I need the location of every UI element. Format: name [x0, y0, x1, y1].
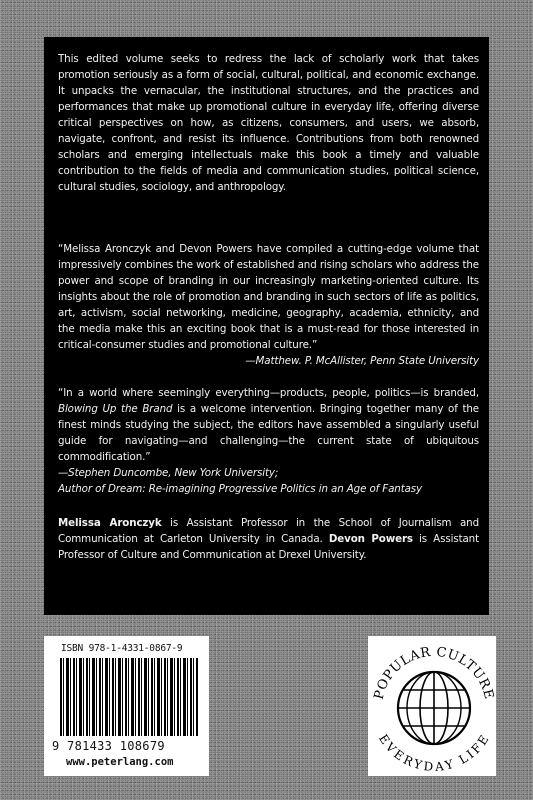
logo-top-text: POPULAR CULTURE [371, 644, 496, 702]
quote-2-author-prefix: Author of [58, 483, 108, 495]
editor-bio-1: is Assistant Professor in the School of Journalism and Communication at Carleton University in Canada. [58, 517, 479, 545]
logo-bottom-text: EVERYDAY LIFE [375, 731, 493, 775]
book-description: This edited volume seeks to redress the lack of scholarly work that takes promotion seriously as a form of social, cultural, political, and economic exchange. It unpacks the vernacular, the institutional structures, and the practices and performances that make up promotional culture in everyday life, offering diverse critical perspectives on how, as citizens, consumers, and users, we absorb, navigate, confront, and resist its influence. Contributions from both renowned scholars and emerging intellectuals make this book a timely and valuable contribution to the fields of media and communication studies, political science, cultural studies, sociology, and anthropology. [58, 53, 479, 193]
back-cover-text-panel [44, 37, 489, 615]
publisher-website: www.peterlang.com [66, 756, 174, 768]
quote-1-attribution: —Matthew. P. McAllister, Penn State University [245, 355, 479, 367]
series-globe-logo [368, 636, 496, 776]
quote-1-text: “Melissa Aronczyk and Devon Powers have compiled a cutting-edge volume that impressively combines the work of established and rising scholars who address the power and scope of branding in our increasingly marketing-oriented culture. Its insights about the role of promotion and branding in such sectors of life as politics, art, activism, social networking, medicine, geography, academia, ethnicity, and the media make this an exciting book that is a must-read for those interested in critical-consumer studies and promotional culture.” [58, 243, 479, 351]
editor-bio-2: is Assistant Professor of Culture and Communication at Drexel University. [58, 533, 479, 561]
quote-2-attribution-line-1: —Stephen Duncombe, New York University; [58, 467, 279, 479]
quote-2-author-book: Dream: Re-imagining Progressive Politics in an Age of Fantasy [107, 483, 423, 495]
quote-2-text-start: “In a world where seemingly everything—products, people, politics—is branded, [58, 387, 479, 399]
editor-name-1: Melissa Aronczyk [58, 517, 162, 529]
endorsement-quote-2 [58, 385, 479, 465]
endorsement-quote-1 [58, 241, 479, 369]
barcode-box [44, 636, 209, 776]
editor-name-2: Devon Powers [328, 533, 413, 545]
quote-2-book-title: Blowing Up the Brand [58, 403, 173, 415]
series-logo-box [368, 636, 496, 776]
quote-2-attribution-line-2 [58, 481, 479, 497]
isbn-label: ISBN 978-1-4331-0867-9 [61, 643, 183, 654]
editor-bio [58, 515, 479, 563]
barcode-digits: 9 781433 108679 [52, 739, 165, 753]
quote-2-text-end: is a welcome intervention. Bringing together many of the finest minds studying the subject, the editors have assembled a singularly useful guide for navigating—and challenging—the current state of ubiquitous commodification.” [58, 403, 479, 463]
barcode-bars [60, 658, 198, 736]
